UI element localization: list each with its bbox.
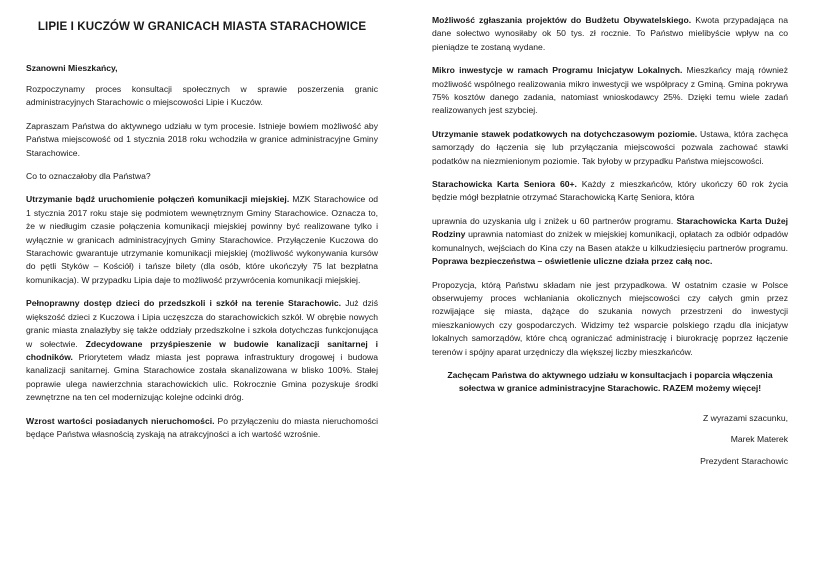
text-family-card: uprawnia natomiast do zniżek w miejskiej komunikacji, opłatach za odbiór odpadów komunalnych, wejściach do Kina czy na Basen atakże u kilkudziesięciu partnerów programu. bbox=[432, 229, 788, 253]
text-sewerage: Priorytetem władz miasta jest poprawa infrastruktury drogowej i budowa kanalizacji sanitarnej. Gmina Starachowice została skanalizowana w blisko 100%. Stałej poprawie ulega nawierzchnia starachowickich ulic. Rokrocznie Gmina pozyskuje środki zewnętrzne na ten cel modernizując kolejne odcinki dróg. bbox=[26, 351, 378, 403]
page-title: LIPIE I KUCZÓW W GRANICACH MIASTA STARACHOWICE bbox=[37, 20, 367, 33]
right-column bbox=[432, 14, 788, 476]
text-schools: Już dziś większość dzieci z Kuczowa i Lipia uczęszcza do starachowickich szkół. W obrębie nowych granic miasta znalazłyby się także oddziały przedszkolne i szkoła dotychczas funkcjonująca w sołectwie. bbox=[26, 298, 378, 349]
heading-schools: Pełnoprawny dostęp dzieci do przedszkoli i szkół na terenie Starachowic. bbox=[26, 298, 342, 309]
paragraph-taxes bbox=[432, 128, 788, 168]
paragraph-family-card bbox=[432, 215, 788, 269]
paragraph-question: Co to oznaczałoby dla Państwa? bbox=[26, 171, 151, 182]
heading-taxes: Utrzymanie stawek podatkowych na dotychczasowym poziomie. bbox=[432, 128, 698, 139]
heading-transport: Utrzymanie bądź uruchomienie połączeń komunikacji miejskiej. bbox=[26, 194, 290, 205]
text-transport: MZK Starachowice od 1 stycznia 2017 roku staje się podmiotem wewnętrznym Gminy Starachowice. Oznacza to, że w niedługim czasie połączenia komunikacji miejskiej powinny być realizowane tylko i wyłącznie w granicach administracyjnych Gminy Starachowice. Przyłączenie Kuczowa do Starachowic gwarantuje utrzymanie komunikacji miejskiej (możliwość wykonywania kursów do pętli Styków – Kościół) i tańsze bilety (dla osób, które ukończyły 75 lat bezpłatna komunikacja). W przypadku Lipia daje to możliwość przywrócenia komunikacji miejskiej. bbox=[26, 194, 379, 285]
greeting: Szanowni Mieszkańcy, bbox=[26, 63, 118, 73]
paragraph-senior-card bbox=[432, 178, 788, 205]
heading-senior-card: Starachowicka Karta Seniora 60+. bbox=[432, 179, 577, 190]
text-discounts: uprawnia do uzyskania ulg i zniżek u 60 partnerów programu. bbox=[432, 215, 677, 226]
heading-safety: Poprawa bezpieczeństwa – oświetlenie uliczne działa przez całą noc. bbox=[432, 256, 713, 267]
text-budget: Kwota przypadająca na dane sołectwo wynosiłaby ok 50 tys. zł rocznie. To Państwo mielibyście wpływ na co pieniądze te zostaną wydane. bbox=[432, 15, 788, 52]
text-taxes: Ustawa, która zachęca samorządy do łączenia się lub przyłączania miejscowości pozwala zachować stawki podatków na niezmienionym poziomie. Tak byłoby w przypadku Państwa miejscowości. bbox=[432, 128, 788, 166]
paragraph-budget bbox=[432, 14, 788, 54]
paragraph-property bbox=[26, 415, 378, 442]
signature-name: Marek Materek bbox=[730, 434, 788, 445]
paragraph-proposal: Propozycja, którą Państwu składam nie jest przypadkowa. W ostatnim czasie w Polsce obserwujemy proces wchłaniania okolicznych miejscowości czy całych gmin przez rozwijające się miasta, dążące do szukania nowych przestrzeni do inwestycji mieszkaniowych czy gospodarczych. Widzimy też wsparcie polskiego rządu dla inicjatyw lokalnych samorządów, które chcą ograniczać administrację i biurokrację poprzez łączenie terenów i spójny aparat urzędniczy dla większej liczby mieszkańców. bbox=[432, 279, 788, 357]
heading-budget: Możliwość zgłaszania projektów do Budżetu Obywatelskiego. bbox=[432, 15, 692, 25]
paragraph-transport bbox=[26, 193, 378, 287]
text-micro-investments: Mieszkańcy mają również możliwość wspólnego realizowania mikro inwestycji we współpracy z Gminą. Gmina pokrywa 75% kosztów danego zadania, natomiast wnioskodawcy 25%. Dzięki temu wiele zadań realizowanych jest szybciej. bbox=[432, 65, 789, 116]
left-column bbox=[26, 14, 378, 451]
paragraph-schools bbox=[26, 297, 378, 404]
signature-title: Prezydent Starachowic bbox=[700, 455, 788, 466]
text-property: Po przyłączeniu do miasta nieruchomości będące Państwa własnością zyskają na atrakcyjności a ich wartość wzrośnie. bbox=[26, 415, 378, 439]
text-senior-card: Każdy z mieszkańców, który ukończy 60 rok życia będzie mógł bezpłatnie otrzymać Starachowicką Kartę Seniora, która bbox=[432, 179, 788, 203]
heading-sewerage: Zdecydowane przyśpieszenie w budowie kanalizacji sanitarnej i chodników. bbox=[26, 338, 379, 362]
paragraph-intro: Rozpoczynamy proces konsultacji społecznych w sprawie poszerzenia granic administracyjnych Starachowic o miejscowości Lipie i Kuczów. bbox=[26, 84, 378, 108]
paragraph-invitation: Zapraszam Państwa do aktywnego udziału w tym procesie. Istnieje bowiem możliwość aby Państwa miejscowość od 1 stycznia 2018 roku wchodziła w granice administracyjne Gminy Starachowice. bbox=[26, 120, 378, 158]
heading-micro-investments: Mikro inwestycje w ramach Programu Inicjatyw Lokalnych. bbox=[432, 65, 683, 76]
paragraph-micro-investments bbox=[432, 64, 788, 118]
signature-regards: Z wyrazami szacunku, bbox=[702, 412, 788, 423]
closing-appeal: Zachęcam Państwa do aktywnego udziału w konsultacjach i poparcia włączenia sołectwa w granice administracyjne Starachowic. RAZEM możemy więcej! bbox=[447, 369, 773, 394]
heading-property: Wzrost wartości posiadanych nieruchomości. bbox=[26, 415, 215, 426]
heading-family-card: Starachowicka Karta Dużej Rodziny bbox=[432, 215, 788, 240]
